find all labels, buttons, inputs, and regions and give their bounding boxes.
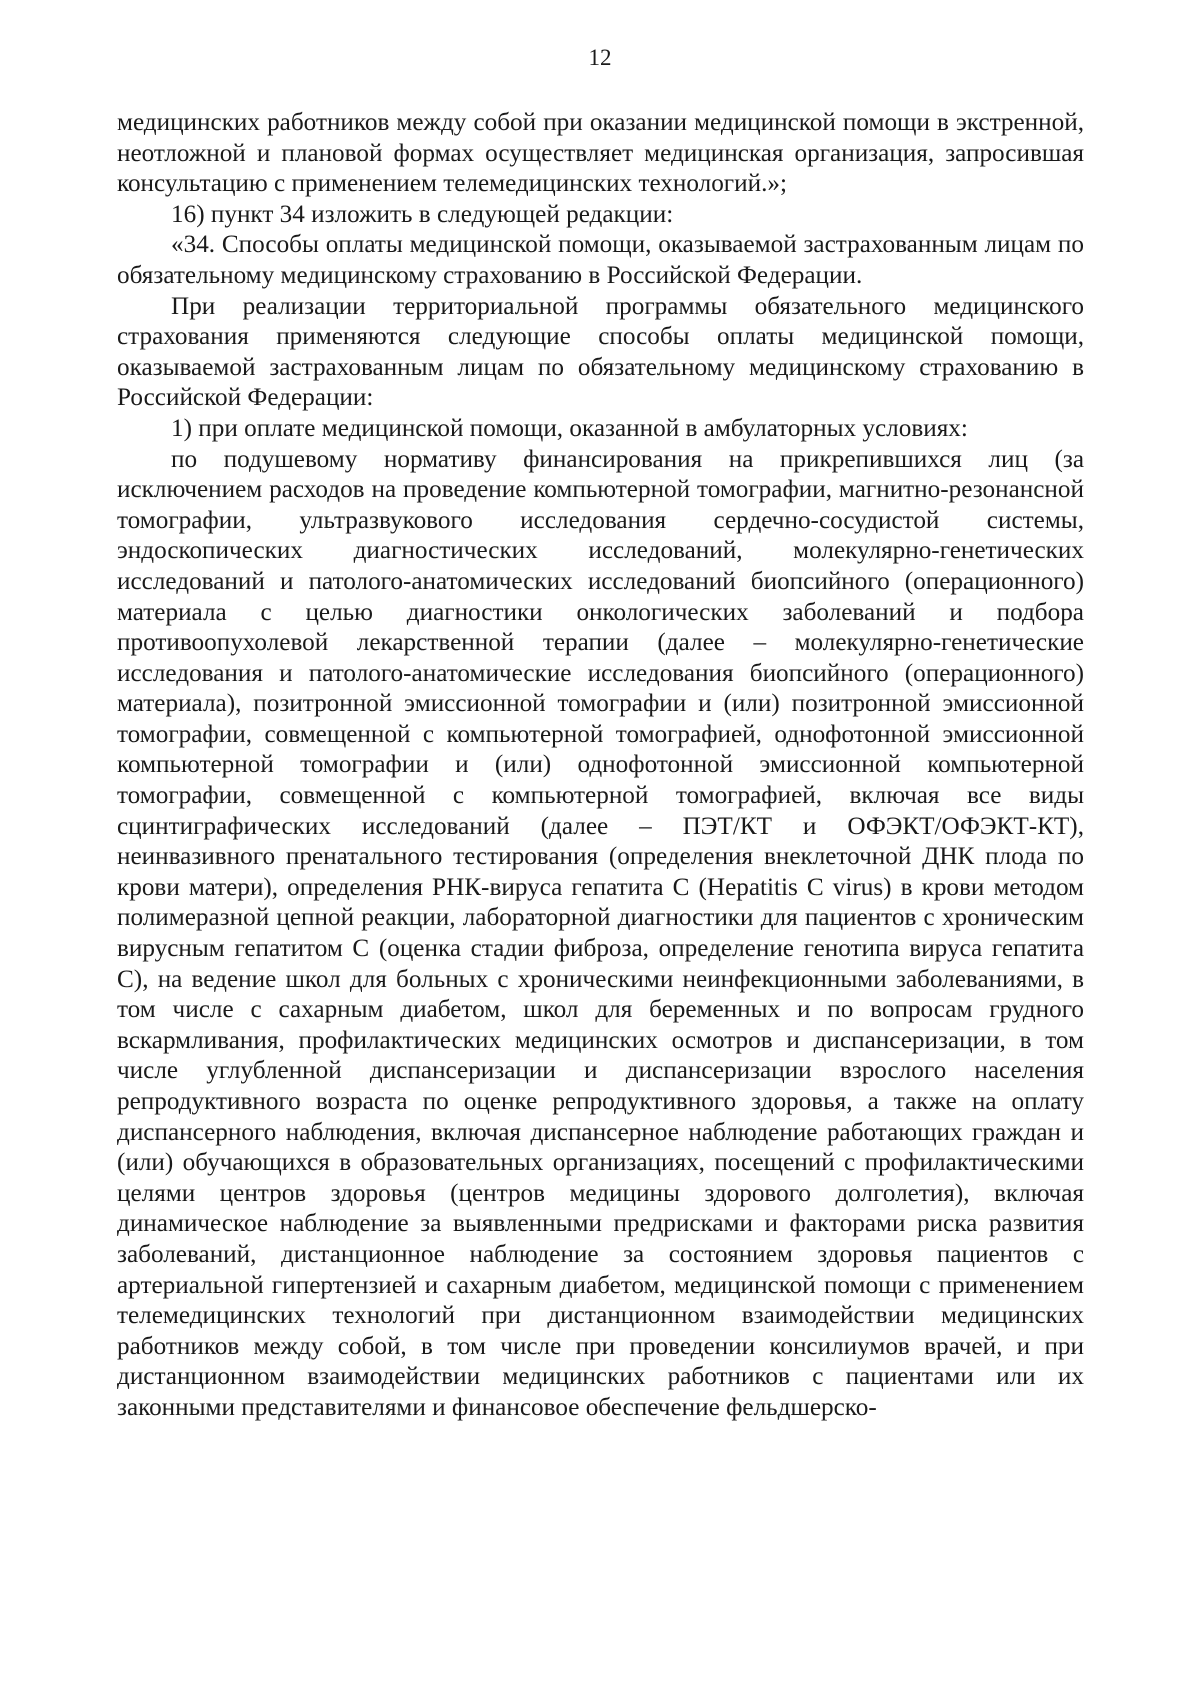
paragraph-clause-34-title: «34. Способы оплаты медицинской помощи, оказываемой застрахованным лицам по обязательному медицинскому страхованию в Российской Федерации. <box>117 231 1084 289</box>
paragraph-item-16: 16) пункт 34 изложить в следующей редакции: <box>171 200 674 228</box>
paragraph-capitation-norm: по подушевому нормативу финансирования на прикрепившихся лиц (за исключением расходов на проведение компьютерной томографии, магнитно-резонансной томографии, ультразвукового исследования сердечно-сосудистой системы, эндоскопических диагностических исследований, молекулярно-генетических исследований и патолого-анатомических исследований биопсийного (операционного) материала с целью диагностики онкологических заболеваний и подбора противоопухолевой лекарственной терапии (далее – молекулярно-генетические исследования и патолого-анатомические исследования биопсийного (операционного) материала), позитронной эмиссионной томографии и (или) позитронной эмиссионной томографии, совмещенной с компьютерной томографией, однофотонной эмиссионной компьютерной томографии и (или) однофотонной эмиссионной компьютерной томографии, совмещенной с компьютерной томографией, включая все виды сцинтиграфических исследований (далее – ПЭТ/КТ и ОФЭКТ/ОФЭКТ-КТ), неинвазивного пренатального тестирования (определения внеклеточной ДНК плода по крови матери), определения РНК-вируса гепатита С (Hepatitis C virus) в крови методом полимеразной цепной реакции, лабораторной диагностики для пациентов с хроническим вирусным гепатитом С (оценка стадии фиброза, определение генотипа вируса гепатита С), на ведение школ для больных с хроническими неинфекционными заболеваниями, в том числе с сахарным диабетом, школ для беременных и по вопросам грудного вскармливания, профилактических медицинских осмотров и диспансеризации, в том числе углубленной диспансеризации и диспансеризации взрослого населения репродуктивного возраста по оценке репродуктивного здоровья, а также на оплату диспансерного наблюдения, включая диспансерное наблюдение работающих граждан и (или) обучающихся в образовательных организациях, посещений с профилактическими целями центров здоровья (центров медицины здорового долголетия), включая динамическое наблюдение за выявленными предрисками и факторами риска развития заболеваний, дистанционное наблюдение за состоянием здоровья пациентов с артериальной гипертензией и сахарным диабетом, медицинской помощи с применением телемедицинских технологий при дистанционном взаимодействии медицинских работников между собой, в том числе при проведении консилиумов врачей, и при дистанционном взаимодействии медицинских работников с пациентами или их законными представителями и финансовое обеспечение фельдшерско- <box>117 445 1084 1421</box>
document-body <box>117 108 1084 1424</box>
page-number: 12 <box>588 45 612 70</box>
paragraph-clause-34-intro: При реализации территориальной программы обязательного медицинского страхования применяются следующие способы оплаты медицинской помощи, оказываемой застрахованным лицам по обязательному медицинскому страхованию в Российской Федерации: <box>117 292 1084 412</box>
paragraph-subitem-1: 1) при оплате медицинской помощи, оказанной в амбулаторных условиях: <box>171 414 968 442</box>
paragraph-continuation: медицинских работников между собой при оказании медицинской помощи в экстренной, неотложной и плановой формах осуществляет медицинская организация, запросившая консультацию с применением телемедицинских технологий.»; <box>117 109 1084 198</box>
